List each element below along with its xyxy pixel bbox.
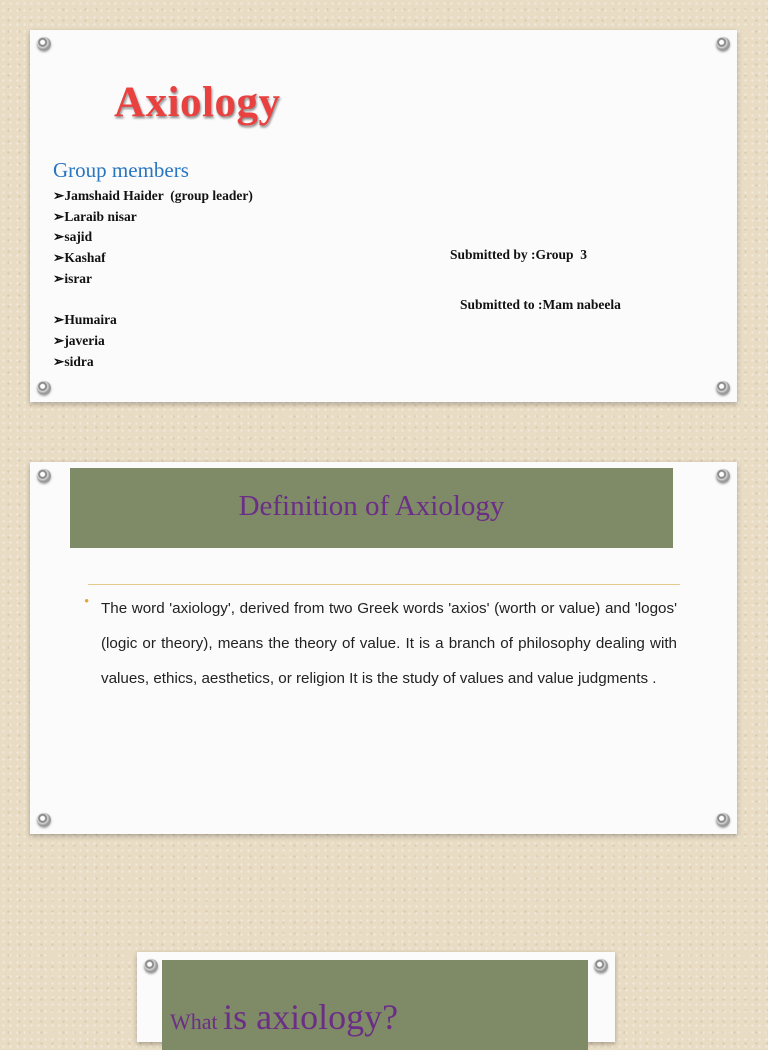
divider <box>88 584 680 585</box>
definition-slide <box>30 462 737 834</box>
title-band <box>70 468 673 548</box>
list-item: ➢Humaira <box>53 312 117 328</box>
arrow-bullet-icon: ➢ <box>53 250 65 266</box>
pin-icon <box>37 469 51 483</box>
slide-heading: What is axiology? <box>170 997 399 1037</box>
list-item: ➢Kashaf <box>53 250 106 266</box>
arrow-bullet-icon: ➢ <box>53 229 65 245</box>
members-list <box>53 186 253 372</box>
pin-icon <box>716 381 730 395</box>
group-members-heading: Group members <box>53 158 189 182</box>
arrow-bullet-icon: ➢ <box>53 332 65 348</box>
list-item: ➢Laraib nisar <box>53 208 137 224</box>
list-item: ➢sajid <box>53 229 93 245</box>
slide-title: Axiology <box>114 79 281 126</box>
pin-icon <box>37 381 51 395</box>
submitted-to: Submitted to :Mam nabeela <box>460 297 621 312</box>
pin-icon <box>594 959 608 973</box>
list-item: ➢Jamshaid Haider (group leader) <box>53 188 253 203</box>
pin-icon <box>716 469 730 483</box>
submitted-by: Submitted by :Group 3 <box>450 247 588 262</box>
arrow-bullet-icon: ➢ <box>53 270 65 286</box>
list-item: ➢javeria <box>53 332 105 348</box>
list-item: ➢sidra <box>53 353 94 369</box>
definition-text: The word 'axiology', derived from two Greek words 'axios' (worth or value) and 'logos' (logic or theory), means the theory of value. It is a branch of philosophy dealing with values, ethics, aesthetics, or religion It is the study of values and value judgments . <box>101 600 677 687</box>
slide-heading: Definition of Axiology <box>238 490 505 522</box>
bullet-icon: • <box>84 594 90 610</box>
arrow-bullet-icon: ➢ <box>53 312 65 328</box>
arrow-bullet-icon: ➢ <box>53 208 65 224</box>
arrow-bullet-icon: ➢ <box>53 188 65 203</box>
title-slide <box>30 30 737 402</box>
pin-icon <box>716 37 730 51</box>
arrow-bullet-icon: ➢ <box>53 353 65 369</box>
title-band <box>162 960 588 1050</box>
list-item: ➢israr <box>53 270 93 286</box>
pin-icon <box>37 813 51 827</box>
list-spacer <box>53 289 253 310</box>
what-is-axiology-slide <box>137 952 615 1042</box>
pin-icon <box>37 37 51 51</box>
pin-icon <box>716 813 730 827</box>
pin-icon <box>144 959 158 973</box>
